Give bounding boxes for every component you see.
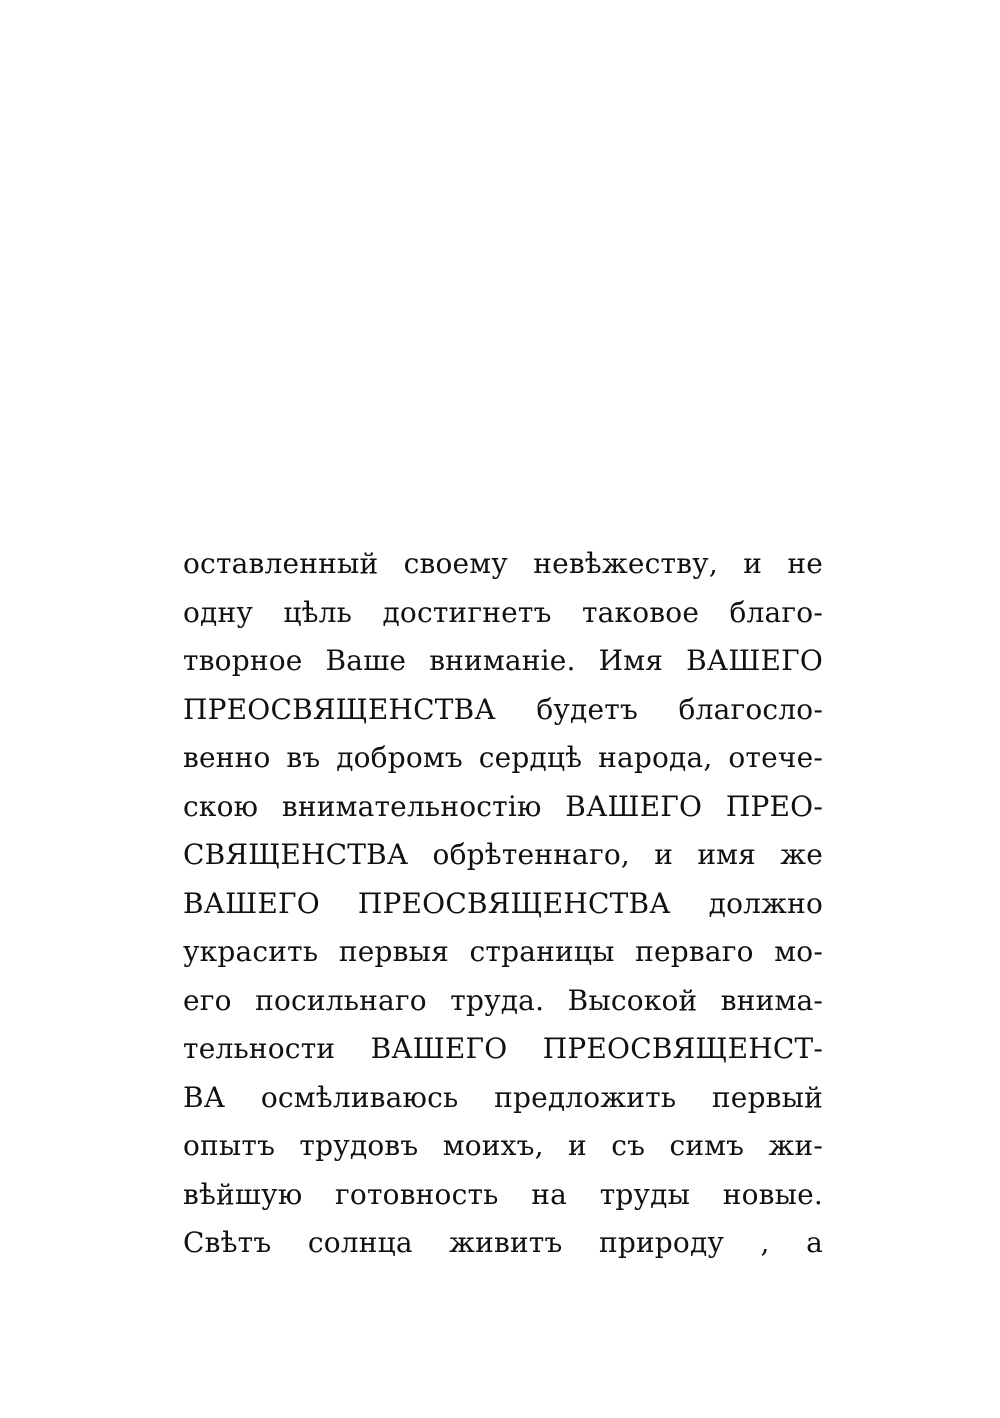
text-line: опытъ трудовъ моихъ, и съ симъ жи- bbox=[183, 1129, 823, 1162]
text-line: творное Ваше вниманіе. Имя ВАШЕГО bbox=[183, 644, 823, 677]
text-line: украсить первыя страницы перваго мо- bbox=[183, 935, 823, 968]
text-line: СВЯЩЕНСТВА обрѣтеннаго, и имя же bbox=[183, 838, 823, 871]
text-line: одну цѣль достигнетъ таковое благо- bbox=[183, 595, 823, 629]
text-line: венно въ добромъ сердцѣ народа, отече- bbox=[183, 741, 823, 774]
text-line: тельности ВАШЕГО ПРЕОСВЯЩЕНСТ- bbox=[183, 1032, 823, 1065]
text-line: его посильнаго труда. Высокой внима- bbox=[183, 983, 823, 1017]
text-line: ВАШЕГО ПРЕОСВЯЩЕНСТВА должно bbox=[183, 886, 823, 920]
text-line: ПРЕОСВЯЩЕНСТВА будетъ благосло- bbox=[183, 692, 823, 726]
text-line: вѣйшую готовность на труды новые. bbox=[183, 1177, 823, 1211]
text-line: ВА осмѣливаюсь предложить первый bbox=[183, 1080, 823, 1114]
text-line: Свѣтъ солнца живитъ природу , а bbox=[183, 1226, 823, 1259]
body-text bbox=[183, 540, 823, 1268]
text-line: оставленный своему невѣжеству, и не bbox=[183, 547, 823, 580]
text-line: скою внимательностію ВАШЕГО ПРЕО- bbox=[183, 789, 823, 823]
